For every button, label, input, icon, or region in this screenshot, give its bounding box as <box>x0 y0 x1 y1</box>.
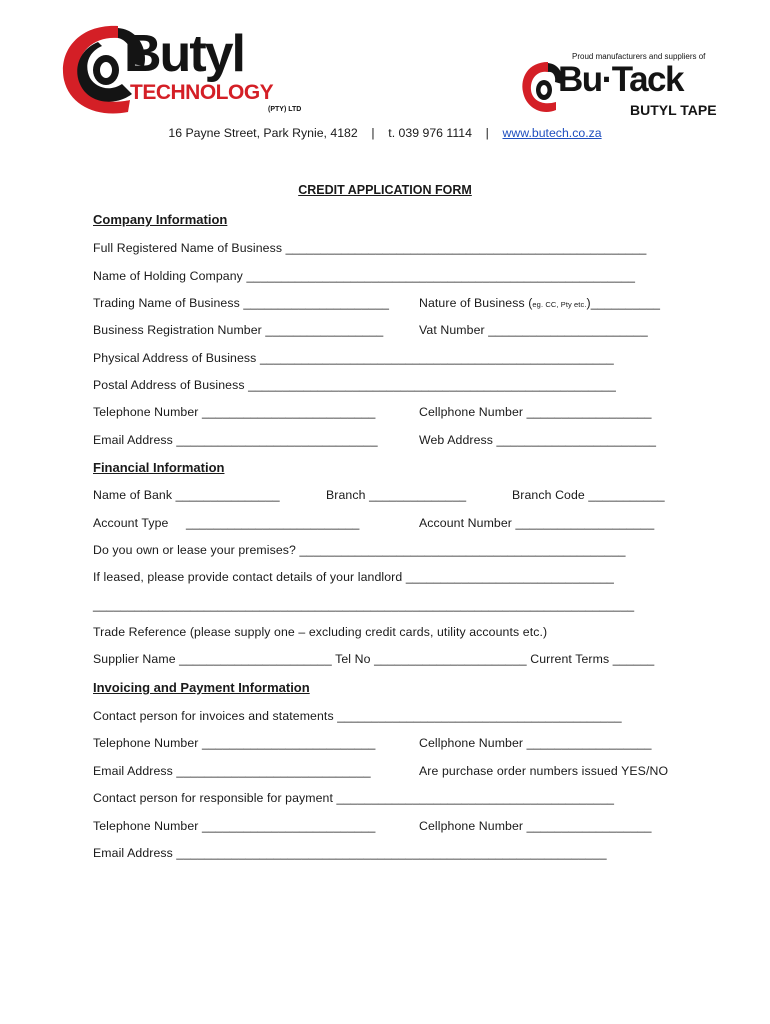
invoice-email-field[interactable]: Email Address ____________________________ <box>93 764 371 778</box>
phone: t. 039 976 1114 <box>388 126 472 140</box>
bank-name-field[interactable]: Name of Bank _______________ <box>93 488 280 502</box>
nature-line: )__________ <box>586 296 661 310</box>
address: 16 Payne Street, Park Rynie, 4182 <box>168 126 358 140</box>
company-info-heading: Company Information <box>93 212 228 227</box>
account-type-field[interactable]: _________________________ <box>186 516 360 530</box>
supplier-field[interactable]: Supplier Name ______________________ Tel No ______________________ Current Terms ______ <box>93 652 655 666</box>
landlord-extra-line[interactable]: ______________________________________________________________________________ <box>93 598 635 612</box>
website-link[interactable]: www.butech.co.za <box>502 126 602 140</box>
web-address-field[interactable]: Web Address _______________________ <box>419 433 657 447</box>
logo-sub-text: TECHNOLOGY <box>130 81 274 104</box>
contact-line <box>0 126 770 140</box>
financial-info-heading: Financial Information <box>93 460 225 475</box>
form-title: CREDIT APPLICATION FORM <box>298 183 472 197</box>
cellphone-field[interactable]: Cellphone Number __________________ <box>419 405 652 419</box>
vat-number-field[interactable]: Vat Number _______________________ <box>419 323 648 337</box>
logo-tag-text: (PTY) LTD <box>268 106 302 113</box>
butack-brand-text: Bu·Tack <box>558 60 683 99</box>
invoicing-info-heading: Invoicing and Payment Information <box>93 680 310 695</box>
nature-of-business-field[interactable] <box>419 295 660 313</box>
holding-company-field[interactable]: Name of Holding Company ________________________________________________________ <box>93 269 636 283</box>
account-number-field[interactable]: Account Number ____________________ <box>419 516 655 530</box>
separator: | <box>371 126 375 140</box>
physical-address-field[interactable]: Physical Address of Business ___________________________________________________ <box>93 351 614 365</box>
butack-sub-text: BUTYL TAPE <box>630 102 717 118</box>
account-type-label: Account Type <box>93 516 169 530</box>
premises-field[interactable]: Do you own or lease your premises? _______________________________________________ <box>93 543 626 557</box>
separator: | <box>485 126 489 140</box>
payment-cellphone-field[interactable]: Cellphone Number __________________ <box>419 819 652 833</box>
telephone-field[interactable]: Telephone Number _________________________ <box>93 405 376 419</box>
trading-name-field[interactable]: Trading Name of Business _____________________ <box>93 296 390 310</box>
payment-email-field[interactable]: Email Address ______________________________________________________________ <box>93 846 607 860</box>
landlord-field[interactable]: If leased, please provide contact details of your landlord ______________________________ <box>93 570 614 584</box>
nature-label: Nature of Business ( <box>419 296 533 310</box>
full-name-field[interactable]: Full Registered Name of Business ____________________________________________________ <box>93 241 647 255</box>
purchase-order-question[interactable]: Are purchase order numbers issued YES/NO <box>419 764 669 778</box>
invoice-telephone-field[interactable]: Telephone Number _________________________ <box>93 736 376 750</box>
invoice-cellphone-field[interactable]: Cellphone Number __________________ <box>419 736 652 750</box>
nature-hint: eg. CC, Pty etc. <box>532 300 587 309</box>
branch-code-field[interactable]: Branch Code ___________ <box>512 488 665 502</box>
email-field[interactable]: Email Address _____________________________ <box>93 433 378 447</box>
logo-brand-text: Butyl <box>124 25 244 83</box>
butyl-technology-logo <box>58 22 308 120</box>
invoice-contact-field[interactable]: Contact person for invoices and statements _________________________________________ <box>93 709 622 723</box>
payment-contact-field[interactable]: Contact person for responsible for payment ________________________________________ <box>93 791 615 805</box>
branch-field[interactable]: Branch ______________ <box>326 488 467 502</box>
registration-number-field[interactable]: Business Registration Number _________________ <box>93 323 384 337</box>
butack-logo <box>518 50 723 120</box>
postal-address-field[interactable]: Postal Address of Business _____________________________________________________ <box>93 378 616 392</box>
logo-tagline: Proud manufacturers and suppliers of <box>572 52 706 61</box>
trade-reference-label: Trade Reference (please supply one – excluding credit cards, utility accounts etc.) <box>93 625 548 639</box>
payment-telephone-field[interactable]: Telephone Number _________________________ <box>93 819 376 833</box>
